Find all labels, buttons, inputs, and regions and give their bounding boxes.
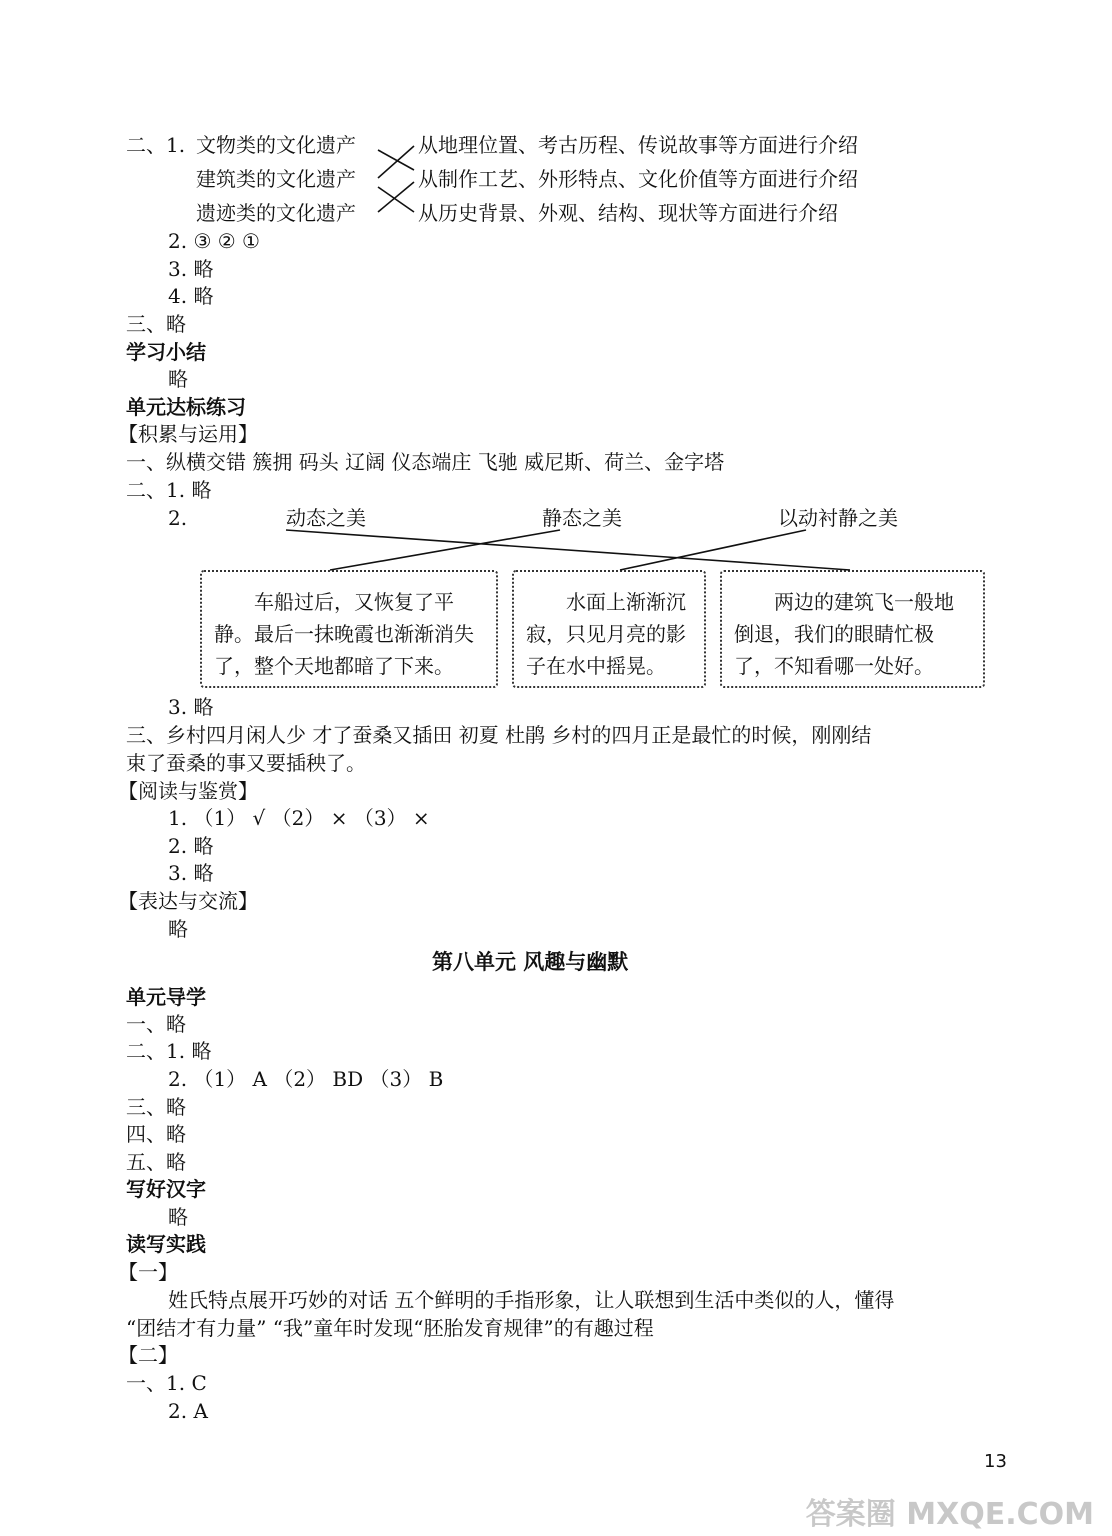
match-box-3 bbox=[720, 570, 985, 688]
s2-left-2: 建筑类的文化遗产 bbox=[196, 167, 356, 191]
match-box-2-text: 水面上渐渐沉寂，只见月亮的影子在水中摇晃。 bbox=[526, 590, 686, 678]
jilei-item-2-1: 二、1. 略 bbox=[126, 478, 212, 502]
yuedu-item-1: 1. （1） √ （2） × （3） × bbox=[168, 806, 430, 830]
duxie-section-2-item-1: 一、1. C bbox=[126, 1371, 207, 1395]
duxie-section-1-a: 姓氏特点展开巧妙的对话 五个鲜明的手指形象，让人联想到生活中类似的人，懂得 bbox=[168, 1288, 895, 1312]
s2-left-3: 遗迹类的文化遗产 bbox=[196, 201, 356, 225]
daoxue-item-3: 三、略 bbox=[126, 1095, 186, 1119]
jilei-heading: 【积累与运用】 bbox=[118, 422, 258, 446]
unit8-title: 第八单元 风趣与幽默 bbox=[432, 950, 629, 974]
s3-line: 三、略 bbox=[126, 312, 186, 336]
match-connector-contrast bbox=[620, 530, 806, 570]
duxie-section-1: 【一】 bbox=[118, 1260, 178, 1284]
match-box-1 bbox=[200, 570, 498, 688]
jilei-item-3-b: 束了蚕桑的事又要插秧了。 bbox=[126, 751, 366, 775]
daoxue-item-1: 一、略 bbox=[126, 1012, 186, 1036]
s2-item-2: 2. ③ ② ① bbox=[168, 229, 260, 253]
match-connector-static bbox=[330, 530, 560, 570]
match-label-dynamic: 动态之美 bbox=[286, 506, 366, 530]
xiehao-body: 略 bbox=[168, 1205, 188, 1229]
yuedu-item-2: 2. 略 bbox=[168, 834, 214, 858]
match-box-1-text: 车船过后，又恢复了平静。最后一抹晚霞也渐渐消失了，整个天地都暗了下来。 bbox=[214, 590, 474, 678]
xuexi-body: 略 bbox=[168, 367, 188, 391]
match-box-3-text: 两边的建筑飞一般地倒退，我们的眼睛忙极了，不知看哪一处好。 bbox=[734, 590, 954, 678]
biaoda-heading: 【表达与交流】 bbox=[118, 889, 258, 913]
jilei-item-2-3: 3. 略 bbox=[168, 695, 214, 719]
s2-right-1: 从地理位置、考古历程、传说故事等方面进行介绍 bbox=[418, 133, 858, 157]
s2-left-1: 文物类的文化遗产 bbox=[196, 133, 356, 157]
daoxue-heading: 单元导学 bbox=[126, 985, 206, 1009]
duxie-heading: 读写实践 bbox=[126, 1232, 206, 1256]
danyuan-heading: 单元达标练习 bbox=[126, 395, 246, 419]
s2-connector-1 bbox=[378, 150, 414, 170]
duxie-section-2-item-2: 2. A bbox=[168, 1399, 208, 1423]
match-label-contrast: 以动衬静之美 bbox=[778, 506, 898, 530]
s2-right-2: 从制作工艺、外形特点、文化价值等方面进行介绍 bbox=[418, 167, 858, 191]
s2-prefix: 二、1. bbox=[126, 133, 186, 157]
s2-right-3: 从历史背景、外观、结构、现状等方面进行介绍 bbox=[418, 201, 838, 225]
match-connector-dynamic bbox=[286, 530, 850, 570]
xiehao-heading: 写好汉字 bbox=[126, 1177, 206, 1201]
s2-item-3: 3. 略 bbox=[168, 257, 214, 281]
match-box-2 bbox=[512, 570, 706, 688]
daoxue-item-2-2: 2. （1） A （2） BD （3） B bbox=[168, 1067, 444, 1091]
yuedu-item-3: 3. 略 bbox=[168, 861, 214, 885]
xuexi-heading: 学习小结 bbox=[126, 340, 206, 364]
jilei-item-2-2: 2. bbox=[168, 506, 188, 530]
page-number: 13 bbox=[984, 1451, 1007, 1472]
s2-connector-2 bbox=[378, 146, 414, 178]
biaoda-body: 略 bbox=[168, 917, 188, 941]
daoxue-item-5: 五、略 bbox=[126, 1150, 186, 1174]
daoxue-item-2-1: 二、1. 略 bbox=[126, 1039, 212, 1063]
duxie-section-2: 【二】 bbox=[118, 1343, 178, 1367]
watermark-logo: 答案圈 MXQE.COM bbox=[805, 1497, 1094, 1532]
jilei-item-1: 一、纵横交错 簇拥 码头 辽阔 仪态端庄 飞驰 威尼斯、荷兰、金字塔 bbox=[126, 450, 725, 474]
s2-connector-4 bbox=[378, 182, 414, 212]
match-label-static: 静态之美 bbox=[542, 506, 622, 530]
daoxue-item-4: 四、略 bbox=[126, 1122, 186, 1146]
duxie-section-1-b: “团结才有力量” “我”童年时发现“胚胎发育规律”的有趣过程 bbox=[126, 1316, 654, 1340]
jilei-item-3-a: 三、乡村四月闲人少 才了蚕桑又插田 初夏 杜鹃 乡村的四月正是最忙的时候，刚刚结 bbox=[126, 723, 872, 747]
s2-connector-3 bbox=[378, 187, 414, 212]
yuedu-heading: 【阅读与鉴赏】 bbox=[118, 779, 258, 803]
s2-item-4: 4. 略 bbox=[168, 284, 214, 308]
